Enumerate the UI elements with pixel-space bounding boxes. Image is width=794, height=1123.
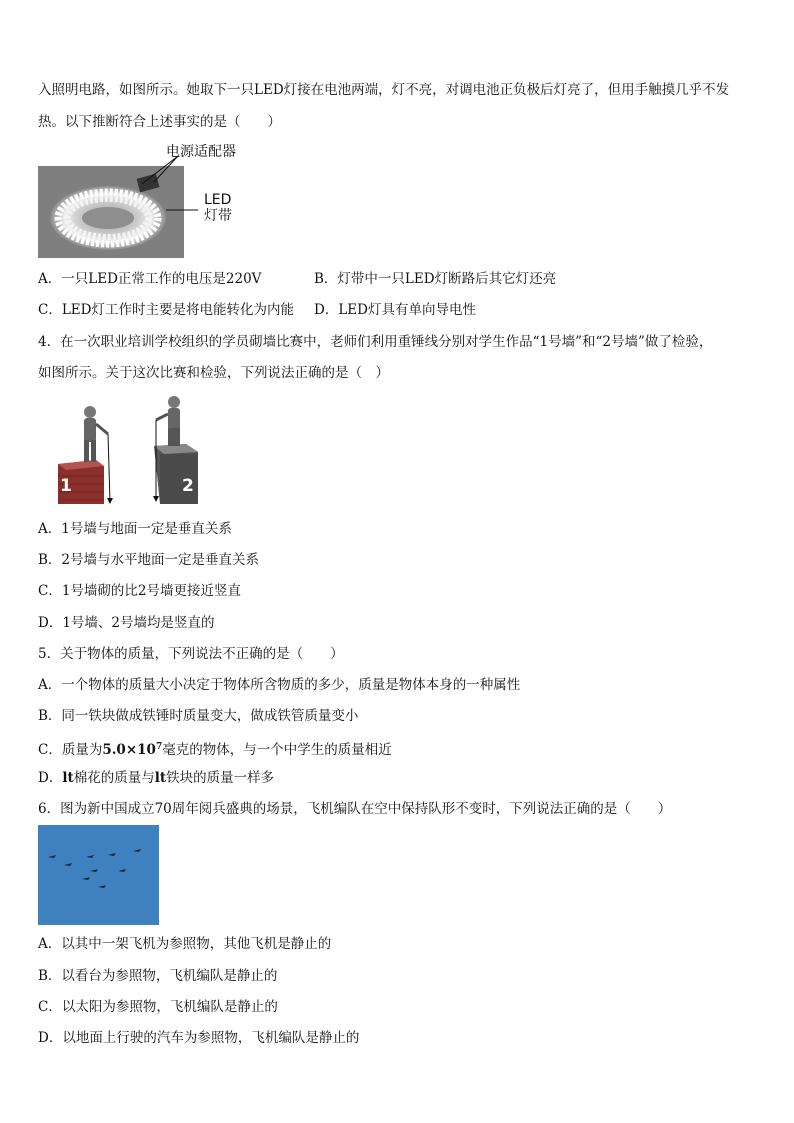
q3-stem-line2: 热。以下推断符合上述事实的是（ ）: [38, 114, 281, 130]
plumb-line-walls-figure: [56, 394, 206, 506]
q5-option-d-suffix: 铁块的质量一样多: [166, 770, 275, 786]
q3-stem-line1: 入照明电路，如图所示。她取下一只LED灯接在电池两端，灯不亮，对调电池正负极后灯亮了，但用手触摸几乎不发: [38, 82, 730, 98]
q5-option-c-exponent: 7: [155, 742, 163, 752]
q4-option-d[interactable]: D．1号墙、2号墙均是竖直的: [38, 615, 215, 631]
q5-option-c[interactable]: [38, 737, 392, 760]
wall-1-label: 1: [60, 476, 72, 496]
wall-2-label: 2: [182, 476, 194, 496]
q5-option-a[interactable]: A．一个物体的质量大小决定于物体所含物质的多少，质量是物体本身的一种属性: [38, 677, 521, 693]
q5-option-c-suffix: 毫克的物体，与一个中学生的质量相近: [162, 742, 392, 758]
q4-option-a[interactable]: A．1号墙与地面一定是垂直关系: [38, 521, 232, 537]
q6-option-b[interactable]: B．以看台为参照物，飞机编队是静止的: [38, 968, 278, 984]
q5-option-d-unit1: lt: [62, 770, 74, 786]
q6-option-c[interactable]: C．以太阳为参照物，飞机编队是静止的: [38, 999, 278, 1015]
q6-option-a[interactable]: A．以其中一架飞机为参照物，其他飞机是静止的: [38, 936, 332, 952]
aircraft-formation-photo: [38, 825, 159, 925]
label-power-adapter: 电源适配器: [166, 144, 236, 160]
q6-option-d[interactable]: D．以地面上行驶的汽车为参照物，飞机编队是静止的: [38, 1030, 360, 1046]
q4-stem-line1: 4．在一次职业培训学校组织的学员砌墙比赛中，老师们利用重锤线分别对学生作品“1号墙”和“2号墙”做了检验，: [38, 334, 713, 350]
q5-option-c-prefix: C．质量为: [38, 742, 103, 758]
q5-stem: 5．关于物体的质量，下列说法不正确的是（ ）: [38, 646, 344, 662]
aircraft-formation-icons: [38, 825, 159, 925]
q5-option-d-unit2: lt: [154, 770, 167, 786]
q5-option-b[interactable]: B．同一铁块做成铁锤时质量变大，做成铁管质量变小: [38, 708, 359, 724]
q3-option-c[interactable]: C．LED灯工作时主要是将电能转化为内能: [38, 302, 294, 318]
label-led: LED: [204, 192, 232, 208]
q5-option-d-prefix: D．: [38, 770, 63, 786]
q5-option-c-mass-base: 5.0×10: [102, 742, 156, 758]
label-light-strip: 灯带: [204, 208, 232, 224]
q3-option-b[interactable]: B．灯带中一只LED灯断路后其它灯还亮: [314, 271, 557, 287]
q4-option-b[interactable]: B．2号墙与水平地面一定是垂直关系: [38, 552, 260, 568]
q6-stem: 6．图为新中国成立70周年阅兵盛典的场景，飞机编队在空中保持队形不变时，下列说法正确的是（ ）: [38, 801, 672, 817]
q3-option-a[interactable]: A．一只LED正常工作的电压是220V: [38, 271, 262, 287]
q5-option-d[interactable]: [38, 768, 274, 788]
q4-option-c[interactable]: C．1号墙砌的比2号墙更接近竖直: [38, 583, 242, 599]
q5-option-d-mid: 棉花的质量与: [73, 770, 155, 786]
q4-stem-line2: 如图所示。关于这次比赛和检验，下列说法正确的是（ ）: [38, 365, 389, 381]
q3-option-d[interactable]: D．LED灯具有单向导电性: [314, 302, 476, 318]
